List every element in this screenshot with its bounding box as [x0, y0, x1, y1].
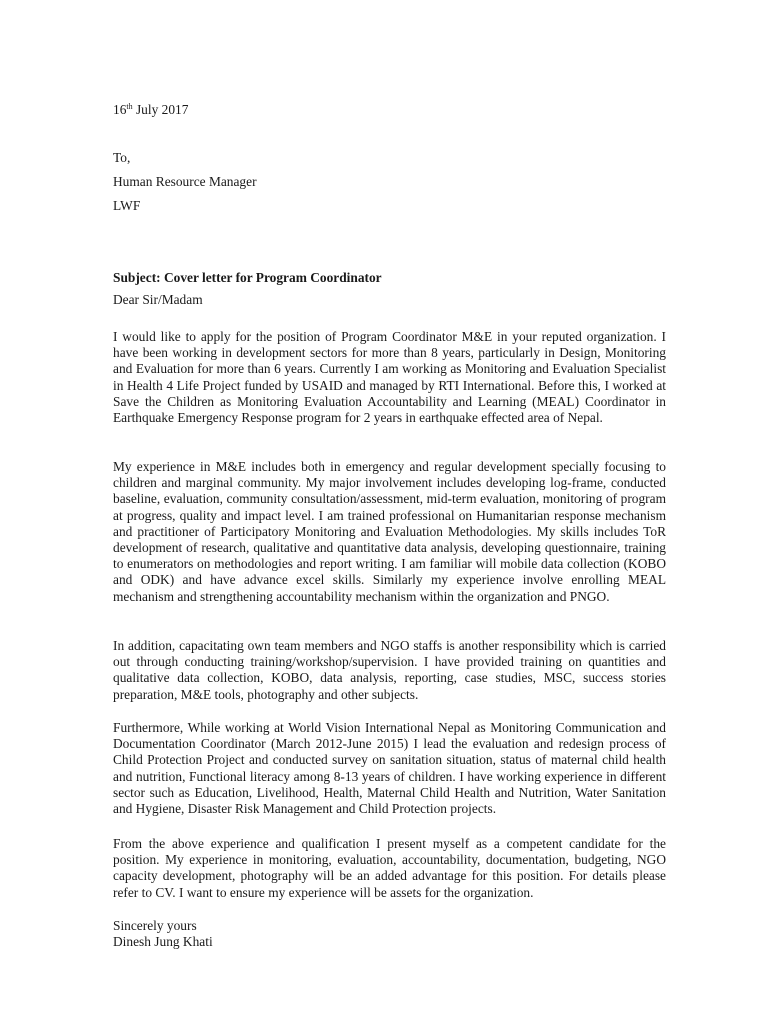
letter-date — [113, 102, 188, 118]
signature-name: Dinesh Jung Khati — [113, 934, 213, 949]
recipient-org: LWF — [113, 198, 141, 213]
recipient-title: Human Resource Manager — [113, 174, 257, 189]
date-suffix: th — [126, 102, 133, 111]
salutation: Dear Sir/Madam — [113, 292, 203, 307]
date-day: 16 — [113, 102, 127, 117]
paragraph-5: From the above experience and qualification I present myself as a competent candidate for the position. My experience in monitoring, evaluation, accountability, documentation, budgeting, NGO capacity development, photography will be an added advantage for this position. For details please refer to CV. I want to ensure my experience will be assets for the organization. — [113, 836, 666, 900]
to-line: To, — [113, 150, 131, 165]
subject-line: Subject: Cover letter for Program Coordinator — [113, 270, 382, 285]
closing: Sincerely yours — [113, 918, 197, 933]
paragraph-4: Furthermore, While working at World Vision International Nepal as Monitoring Communication and Documentation Coordinator (March 2012-June 2015) I lead the evaluation and redesign process of Child Protection Project and conducted survey on sanitation situation, status of maternal child health and nutrition, Functional literacy among 8-13 years of children. I have working experience in different sector such as Education, Livelihood, Health, Maternal Child Health and Nutrition, Water Sanitation and Hygiene, Disaster Risk Management and Child Protection projects. — [113, 720, 666, 817]
date-month-year: July 2017 — [132, 102, 189, 117]
paragraph-2: My experience in M&E includes both in emergency and regular development specially focusing to children and marginal community. My major involvement includes developing log-frame, conducted baseline, evaluation, community consultation/assessment, mid-term evaluation, monitoring of program at progress, quality and impact level. I am trained professional on Humanitarian response mechanism and practitioner of Participatory Monitoring and Evaluation Methodologies. My skills includes ToR development of research, qualitative and quantitative data analysis, developing questionnaire, training to enumerators on methodologies and report writing. I am familiar will mobile data collection (KOBO and ODK) and have advance excel skills. Similarly my experience involve enrolling MEAL mechanism and strengthening accountability mechanism within the organization and PNGO. — [113, 459, 666, 604]
paragraph-3: In addition, capacitating own team members and NGO staffs is another responsibility which is carried out through conducting training/workshop/supervision. I have provided training on quantities and qualitative data collection, KOBO, data analysis, reporting, case studies, MSC, success stories preparation, M&E tools, photography and other subjects. — [113, 638, 666, 702]
paragraph-1: I would like to apply for the position of Program Coordinator M&E in your reputed organization. I have been working in development sectors for more than 8 years, particularly in Design, Monitoring and Evaluation for more than 6 years. Currently I am working as Monitoring and Evaluation Specialist in Health 4 Life Project funded by USAID and managed by RTI International. Before this, I worked at Save the Children as Monitoring Evaluation Accountability and Learning (MEAL) Coordinator in Earthquake Emergency Response program for 2 years in earthquake effected area of Nepal. — [113, 329, 666, 426]
